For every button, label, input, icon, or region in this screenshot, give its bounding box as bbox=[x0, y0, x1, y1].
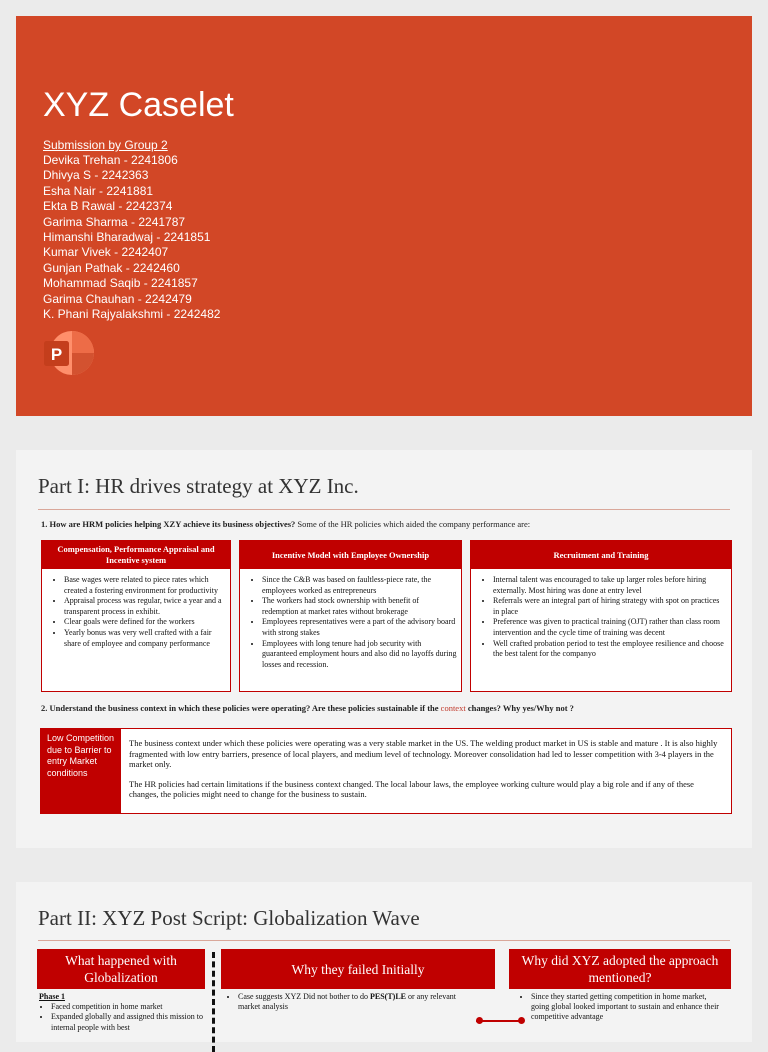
column-bullet: • Since the C&B was based on faultless-piece rate, the employees worked as entrepreneurs bbox=[262, 575, 457, 596]
column-header: Compensation, Performance Appraisal and Incentive system bbox=[42, 541, 230, 569]
member-item: Esha Nair - 2241881 bbox=[43, 183, 154, 198]
submission-subtitle: Submission by Group 2 bbox=[43, 138, 168, 152]
question-2-part1: 2. Understand the business context in which these policies were operating? Are these policies sustainable if the bbox=[41, 703, 441, 713]
member-item: Ekta B Rawal - 2242374 bbox=[43, 199, 173, 214]
title-divider bbox=[38, 940, 730, 941]
failure-bullet-bold: PES(T)LE bbox=[370, 992, 407, 1001]
column-bullet: • Base wages were related to piece rates which created a fostering environment for productivity bbox=[64, 575, 226, 596]
column-bullet: • Appraisal process was regular, twice a year and a transparent process in exhibit. bbox=[64, 596, 226, 617]
column-bullet: • Referrals were an integral part of hiring strategy with spot on practices in place bbox=[493, 596, 727, 617]
member-item: Dhivya S - 2242363 bbox=[43, 168, 149, 183]
part2-slide bbox=[16, 882, 752, 1042]
connector-dot bbox=[476, 1017, 483, 1024]
failure-bullet-pre: Case suggests XYZ Did not bother to do bbox=[238, 992, 370, 1001]
column-bullet: • Clear goals were defined for the workers bbox=[64, 617, 226, 628]
phase-label: Phase 1 bbox=[39, 992, 65, 1001]
title-slide bbox=[16, 16, 752, 416]
question-1-bold: 1. How are HRM policies helping XZY achieve its business objectives? bbox=[41, 519, 296, 529]
failure-bullet-post: or any relevant market analysis bbox=[238, 992, 456, 1012]
column-bullet: • Preference was given to practical training (OJT) rather than class room intervention and the cycle time of training was decent bbox=[493, 617, 727, 638]
question-1 bbox=[41, 519, 530, 529]
approach-body bbox=[519, 992, 725, 1023]
failure-body bbox=[226, 992, 466, 1012]
member-item: K. Phani Rajyalakshmi - 2242482 bbox=[43, 307, 221, 322]
policy-column-recruitment bbox=[470, 540, 732, 692]
question-2-part2: changes? Why yes/Why not ? bbox=[465, 703, 574, 713]
dashed-divider bbox=[212, 952, 215, 1052]
member-item: Mohammad Saqib - 2241857 bbox=[43, 276, 198, 291]
approach-header: Why did XYZ adopted the approach mentioned? bbox=[509, 949, 731, 989]
business-context-box bbox=[40, 728, 732, 814]
logo-letter: P bbox=[50, 345, 63, 364]
globalization-bullet: • Expanded globally and assigned this mission to internal people with best bbox=[51, 1012, 205, 1032]
member-item: Garima Sharma - 2241787 bbox=[43, 214, 186, 229]
context-text bbox=[129, 738, 723, 809]
part1-slide bbox=[16, 450, 752, 848]
context-paragraph: The business context under which these policies were operating was a very stable market in the US. The welding product market in US is stable and mature . It is also highly fragmented with low entry barriers, presence of local players, and medium level of technology. Moreover consolidation had led to lesser competition with 3-4 players in the market only. bbox=[129, 738, 718, 770]
failure-bullet bbox=[238, 992, 466, 1012]
member-item: Kumar Vivek - 2242407 bbox=[43, 245, 169, 260]
column-bullet: • Employees representatives were a part of the advisory board with strong stakes bbox=[262, 617, 457, 638]
member-item: Gunjan Pathak - 2242460 bbox=[43, 260, 180, 275]
globalization-body bbox=[39, 992, 205, 1033]
member-item: Garima Chauhan - 2242479 bbox=[43, 291, 192, 306]
column-bullet: • Employees with long tenure had job security with guaranteed employment hours and also did no layoffs during losses and recession. bbox=[262, 639, 457, 671]
powerpoint-icon bbox=[43, 330, 95, 376]
context-label: Low Competition due to Barrier to entry Market conditions bbox=[41, 729, 121, 813]
column-bullet: • The workers had stock ownership with benefit of redemption at market rates without brokerage bbox=[262, 596, 457, 617]
globalization-bullet: • Faced competition in home market bbox=[51, 1002, 205, 1012]
approach-bullet: • Since they started getting competition in home market, going global looked important to sustain and enhance their competitive advantage bbox=[531, 992, 725, 1023]
member-item: Himanshi Bharadwaj - 2241851 bbox=[43, 230, 211, 245]
policy-column-incentive bbox=[239, 540, 462, 692]
column-bullet: • Well crafted probation period to test the employee resilience and choose the best talent for the companyo bbox=[493, 639, 727, 660]
column-bullet: • Yearly bonus was very well crafted with a fair share of employee and company performance bbox=[64, 628, 226, 649]
globalization-header: What happened with Globalization bbox=[37, 949, 205, 989]
connector-line bbox=[476, 1020, 524, 1022]
question-2-highlight: context bbox=[440, 703, 466, 713]
policy-column-compensation bbox=[41, 540, 231, 692]
slide-title: XYZ Caselet bbox=[43, 86, 234, 124]
member-item: Devika Trehan - 2241806 bbox=[43, 153, 178, 167]
failure-header: Why they failed Initially bbox=[221, 949, 495, 989]
slide-title: Part I: HR drives strategy at XYZ Inc. bbox=[38, 474, 359, 498]
column-header: Incentive Model with Employee Ownership bbox=[240, 541, 461, 569]
column-bullet: • Internal talent was encouraged to take up larger roles before hiring externally. Most hiring was done at entry level bbox=[493, 575, 727, 596]
context-paragraph: The HR policies had certain limitations if the business context changed. The local labour laws, the employee working culture would play a big role and if any of these changes, the policies might need to change for the business to sustain. bbox=[129, 778, 694, 800]
question-2 bbox=[41, 703, 574, 713]
column-header: Recruitment and Training bbox=[471, 541, 731, 569]
member-list bbox=[43, 153, 220, 322]
question-1-rest: Some of the HR policies which aided the company performance are: bbox=[295, 519, 531, 529]
title-divider bbox=[38, 509, 730, 510]
slide-title: Part II: XYZ Post Script: Globalization Wave bbox=[38, 906, 420, 930]
